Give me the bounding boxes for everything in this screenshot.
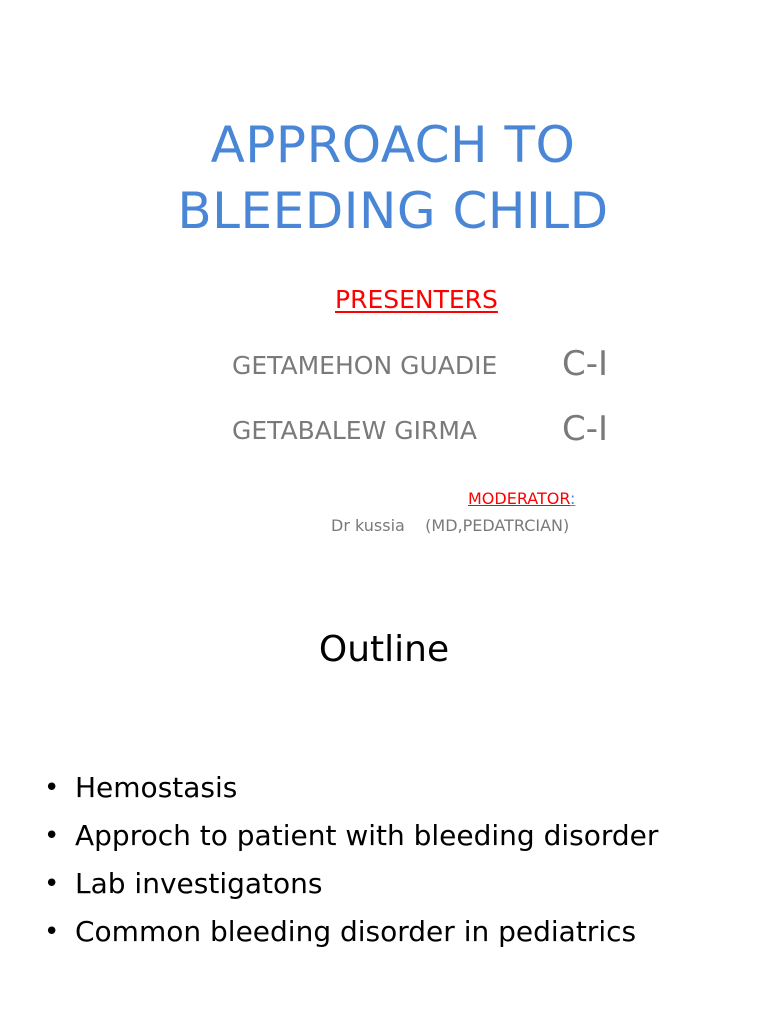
list-item-text: Approch to patient with bleeding disorder [75, 819, 659, 852]
outline-list [44, 764, 658, 956]
moderator-label-text: MODERATOR [468, 489, 570, 508]
bullet-icon: • [44, 869, 60, 899]
presenter-row [232, 409, 609, 449]
list-item [44, 764, 658, 812]
presenters-heading: PRESENTERS [335, 285, 498, 314]
bullet-icon: • [44, 821, 60, 851]
moderator-name: Dr kussia (MD,PEDATRCIAN) [331, 516, 570, 535]
list-item [44, 860, 658, 908]
presenter-role: C-I [562, 344, 609, 384]
list-item-text: Common bleeding disorder in pediatrics [75, 915, 637, 948]
presenter-name: GETABALEW GIRMA [232, 416, 478, 445]
presenter-row [232, 344, 609, 384]
presenter-name: GETAMEHON GUADIE [232, 351, 498, 380]
bullet-icon: • [44, 773, 60, 803]
list-item [44, 812, 658, 860]
presenter-role: C-I [562, 409, 609, 449]
moderator-heading [468, 488, 575, 510]
list-item-text: Lab investigatons [75, 867, 323, 900]
slide-title-line-1: APPROACH TO [210, 116, 576, 174]
slide-title-line-2: BLEEDING CHILD [177, 182, 609, 240]
moderator-label-colon: : [570, 489, 576, 508]
list-item-text: Hemostasis [75, 771, 238, 804]
bullet-icon: • [44, 917, 60, 947]
slide-title [0, 112, 768, 244]
outline-heading: Outline [318, 629, 450, 670]
list-item [44, 908, 658, 956]
